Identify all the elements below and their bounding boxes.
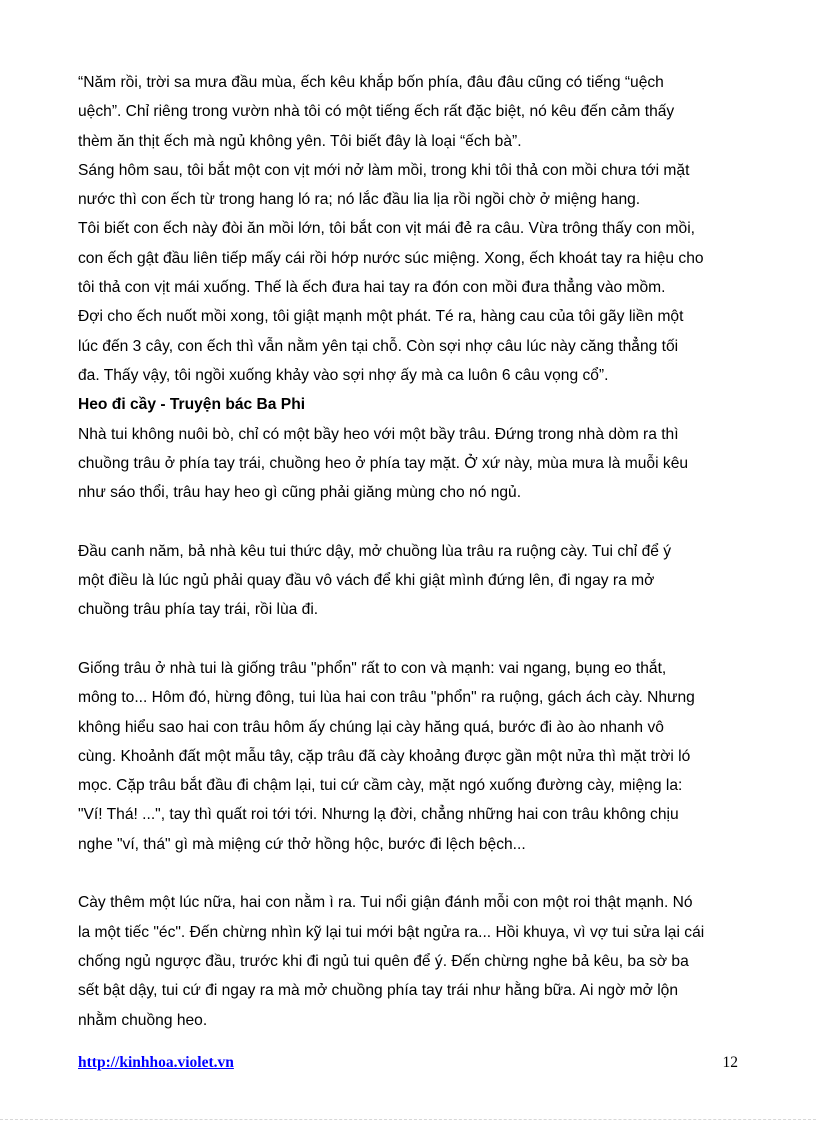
text-line: cùng. Khoảnh đất một mẫu tây, cặp trâu đã cày khoảng được gần một nửa thì mặt trời ló <box>78 747 691 765</box>
story-heading: Heo đi cầy - Truyện bác Ba Phi <box>78 396 306 414</box>
text-line: Tôi biết con ếch này đòi ăn mồi lớn, tôi bắt con vịt mái đẻ ra câu. Vừa trông thấy con mồi, <box>78 220 696 238</box>
text-line: Giống trâu ở nhà tui là giống trâu "phổn" rất to con và mạnh: vai ngang, bụng eo thắt, <box>78 659 667 677</box>
text-line: tôi thả con vịt mái xuống. Thế là ếch đưa hai tay ra đón con mồi đưa thẳng vào mồm. <box>78 279 666 297</box>
page-footer <box>78 1054 738 1078</box>
paragraph-gap <box>78 625 746 654</box>
page-number: 12 <box>722 1054 738 1071</box>
paragraph-4 <box>78 888 746 1034</box>
text-line: chống ngủ ngược đầu, trước khi đi ngủ tui quên để ý. Đến chừng nghe bả kêu, ba sờ ba <box>78 952 689 970</box>
text-line: la một tiếc "éc". Đến chừng nhìn kỹ lại tui mới bật ngửa ra... Hồi khuya, vì vợ tui sửa lại cái <box>78 923 705 941</box>
text-line: nước thì con ếch từ trong hang ló ra; nó lắc đầu lia lịa rồi ngồi chờ ở miệng hang. <box>78 191 641 209</box>
text-line: con ếch gật đầu liên tiếp mấy cái rồi hớp nước súc miệng. Xong, ếch khoát tay ra hiệu cho <box>78 249 704 267</box>
text-line: nhằm chuồng heo. <box>78 1011 208 1029</box>
footer-link[interactable]: http://kinhhoa.violet.vn <box>78 1054 234 1071</box>
page-bottom-divider <box>0 1119 816 1120</box>
text-line: Sáng hôm sau, tôi bắt một con vịt mới nở làm mồi, trong khi tôi thả con mồi chưa tới mặt <box>78 161 690 179</box>
text-line: "Ví! Thá! ...", tay thì quất roi tới tới. Nhưng lạ đời, chẳng những hai con trâu không chịu <box>78 806 679 824</box>
paragraph-2 <box>78 537 746 625</box>
text-line: nghe "ví, thá" gì mà miệng cứ thở hồng hộc, bước đi lệch bệch... <box>78 835 526 853</box>
text-line: Đầu canh năm, bả nhà kêu tui thức dậy, mở chuồng lùa trâu ra ruộng cày. Tui chỉ để ý <box>78 542 672 560</box>
paragraph-gap <box>78 859 746 888</box>
text-line: thèm ăn thịt ếch mà ngủ không yên. Tôi biết đây là loại “ếch bà”. <box>78 132 522 150</box>
text-line: một điều là lúc ngủ phải quay đầu vô vách để khi giật mình đứng lên, đi ngay ra mở <box>78 572 655 590</box>
text-line: “Năm rồi, trời sa mưa đầu mùa, ếch kêu khắp bốn phía, đâu đâu cũng có tiếng “uệch <box>78 74 664 91</box>
text-line: lúc đến 3 cây, con ếch thì vẫn nằm yên tại chỗ. Còn sợi nhợ câu lúc này căng thẳng tối <box>78 337 679 355</box>
paragraph-1 <box>78 420 746 508</box>
body-text <box>78 68 746 1035</box>
text-line: chuồng trâu phía tay trái, rồi lùa đi. <box>78 601 319 619</box>
paragraph-frog-story <box>78 68 746 390</box>
text-line: chuồng trâu ở phía tay trái, chuồng heo ở phía tay mặt. Ở xứ này, mùa mưa là muỗi kêu <box>78 454 689 472</box>
text-line: sết bật dậy, tui cứ đi ngay ra mà mở chuồng phía tay trái như hằng bữa. Ai ngờ mở lộn <box>78 982 679 1000</box>
text-line: đa. Thấy vậy, tôi ngồi xuống khảy vào sợi nhợ ấy mà ca luôn 6 câu vọng cổ”. <box>78 366 609 384</box>
text-line: Đợi cho ếch nuốt mồi xong, tôi giật mạnh một phát. Té ra, hàng cau của tôi gãy liền một <box>78 308 684 326</box>
text-line: mọc. Cặp trâu bắt đầu đi chậm lại, tui cứ cầm cày, mặt ngó xuống đường cày, miệng la: <box>78 777 683 795</box>
paragraph-gap <box>78 507 746 536</box>
text-line: không hiểu sao hai con trâu hôm ấy chúng lại cày hăng quá, bước đi ào ào nhanh vô <box>78 718 664 736</box>
text-line: mông to... Hôm đó, hừng đông, tui lùa hai con trâu "phổn" ra ruộng, gách ách cày. Nhưng <box>78 689 695 707</box>
text-line: Cày thêm một lúc nữa, hai con nằm ì ra. Tui nổi giận đánh mỗi con một roi thật mạnh. Nó <box>78 894 693 912</box>
text-line: Nhà tui không nuôi bò, chỉ có một bầy heo với một bầy trâu. Đứng trong nhà dòm ra thì <box>78 425 679 443</box>
paragraph-3 <box>78 654 746 859</box>
text-line: uệch”. Chỉ riêng trong vườn nhà tôi có một tiếng ếch rất đặc biệt, nó kêu đến cảm thấy <box>78 103 675 121</box>
text-line: như sáo thổi, trâu hay heo gì cũng phải giăng mùng cho nó ngủ. <box>78 484 522 502</box>
